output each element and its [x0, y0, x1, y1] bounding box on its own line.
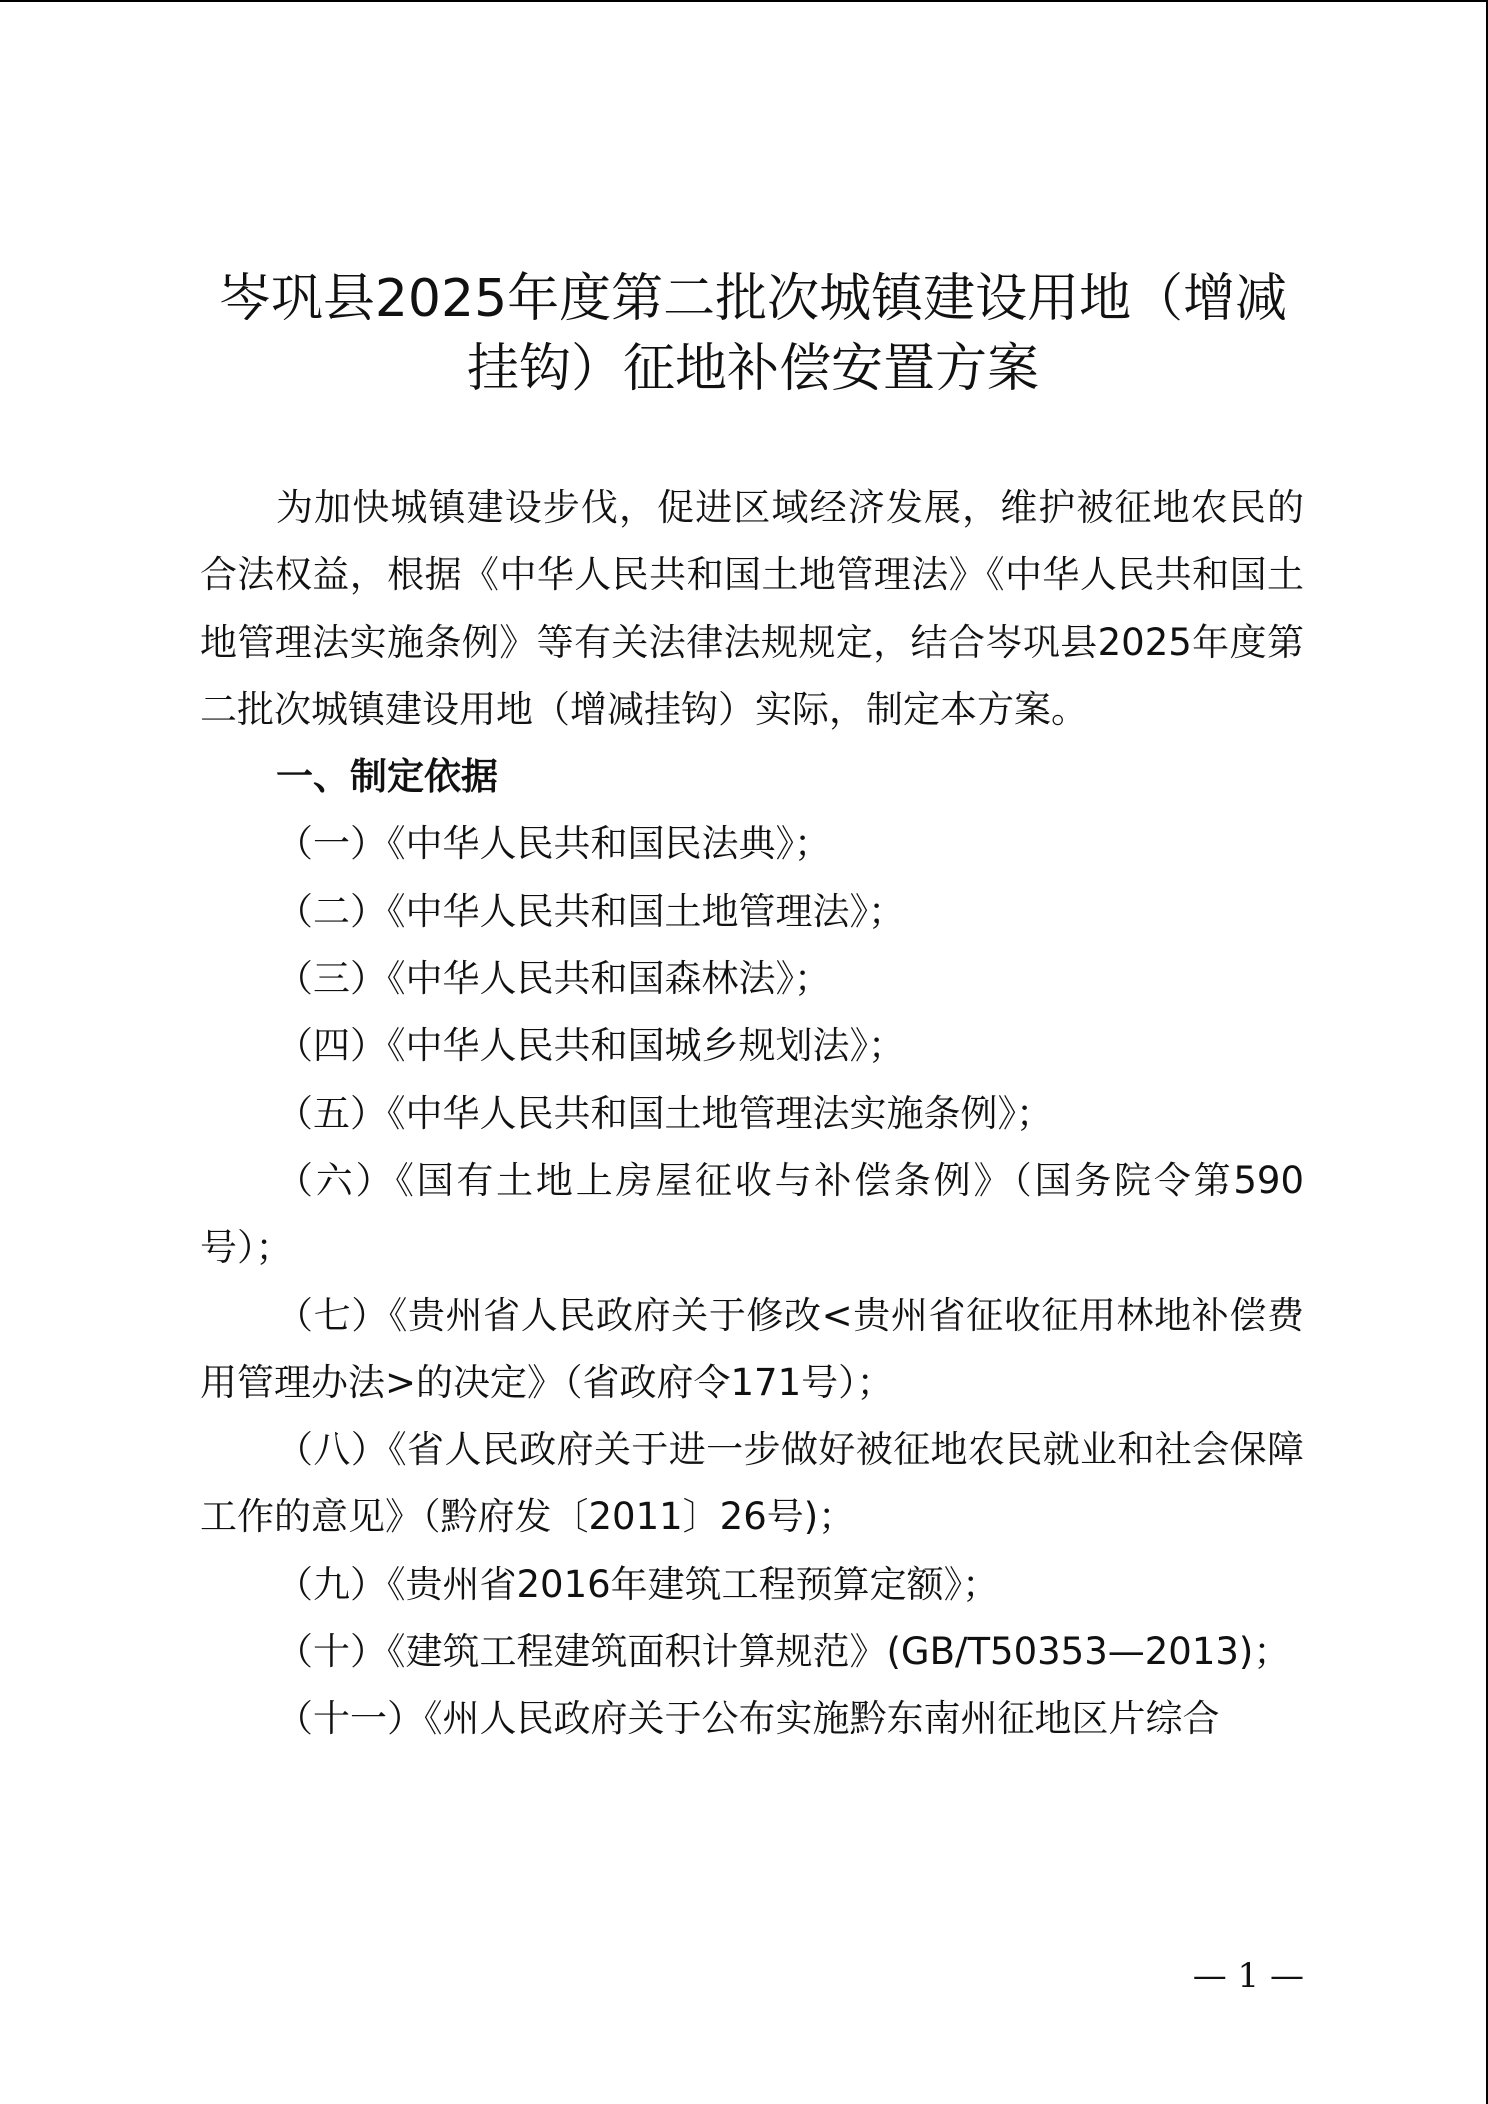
basis-item: （二）《中华人民共和国土地管理法》； — [276, 889, 905, 933]
basis-item: （八）《省人民政府关于进一步做好被征地农民就业和社会保障工作的意见》（黔府发〔2011〕26号)； — [200, 1428, 1304, 1539]
document-body — [200, 474, 1304, 1753]
basis-item: （三）《中华人民共和国森林法》； — [276, 957, 831, 1001]
intro-paragraph: 为加快城镇建设步伐，促进区域经济发展，维护被征地农民的合法权益，根据《中华人民共和国土地管理法》《中华人民共和国土地管理法实施条例》等有关法律法规规定，结合岑巩县2025年度第二批次城镇建设用地（增减挂钩）实际，制定本方案。 — [200, 486, 1304, 731]
basis-item: （五）《中华人民共和国土地管理法实施条例》； — [276, 1091, 1053, 1135]
basis-item: （九）《贵州省2016年建筑工程预算定额》； — [276, 1562, 1000, 1606]
basis-item: （七）《贵州省人民政府关于修改<贵州省征收征用林地补偿费用管理办法>的决定》（省政府令171号）； — [200, 1293, 1304, 1404]
document-title — [198, 264, 1308, 404]
basis-item: （四）《中华人民共和国城乡规划法》； — [276, 1024, 905, 1068]
title-line-2: 挂钩）征地补偿安置方案 — [466, 339, 1039, 399]
basis-item: （十一）《州人民政府关于公布实施黔东南州征地区片综合 — [276, 1697, 1220, 1741]
basis-item: （十）《建筑工程建筑面积计算规范》(GB/T50353—2013)； — [276, 1630, 1291, 1674]
section-heading-1: 一、制定依据 — [276, 755, 498, 799]
page-number: — 1 — — [1192, 1956, 1304, 1996]
basis-item: （一）《中华人民共和国民法典》； — [276, 822, 831, 866]
basis-item: （六）《国有土地上房屋征收与补偿条例》（国务院令第590号）； — [200, 1158, 1304, 1270]
title-line-1: 岑巩县2025年度第二批次城镇建设用地（增减 — [218, 269, 1288, 329]
